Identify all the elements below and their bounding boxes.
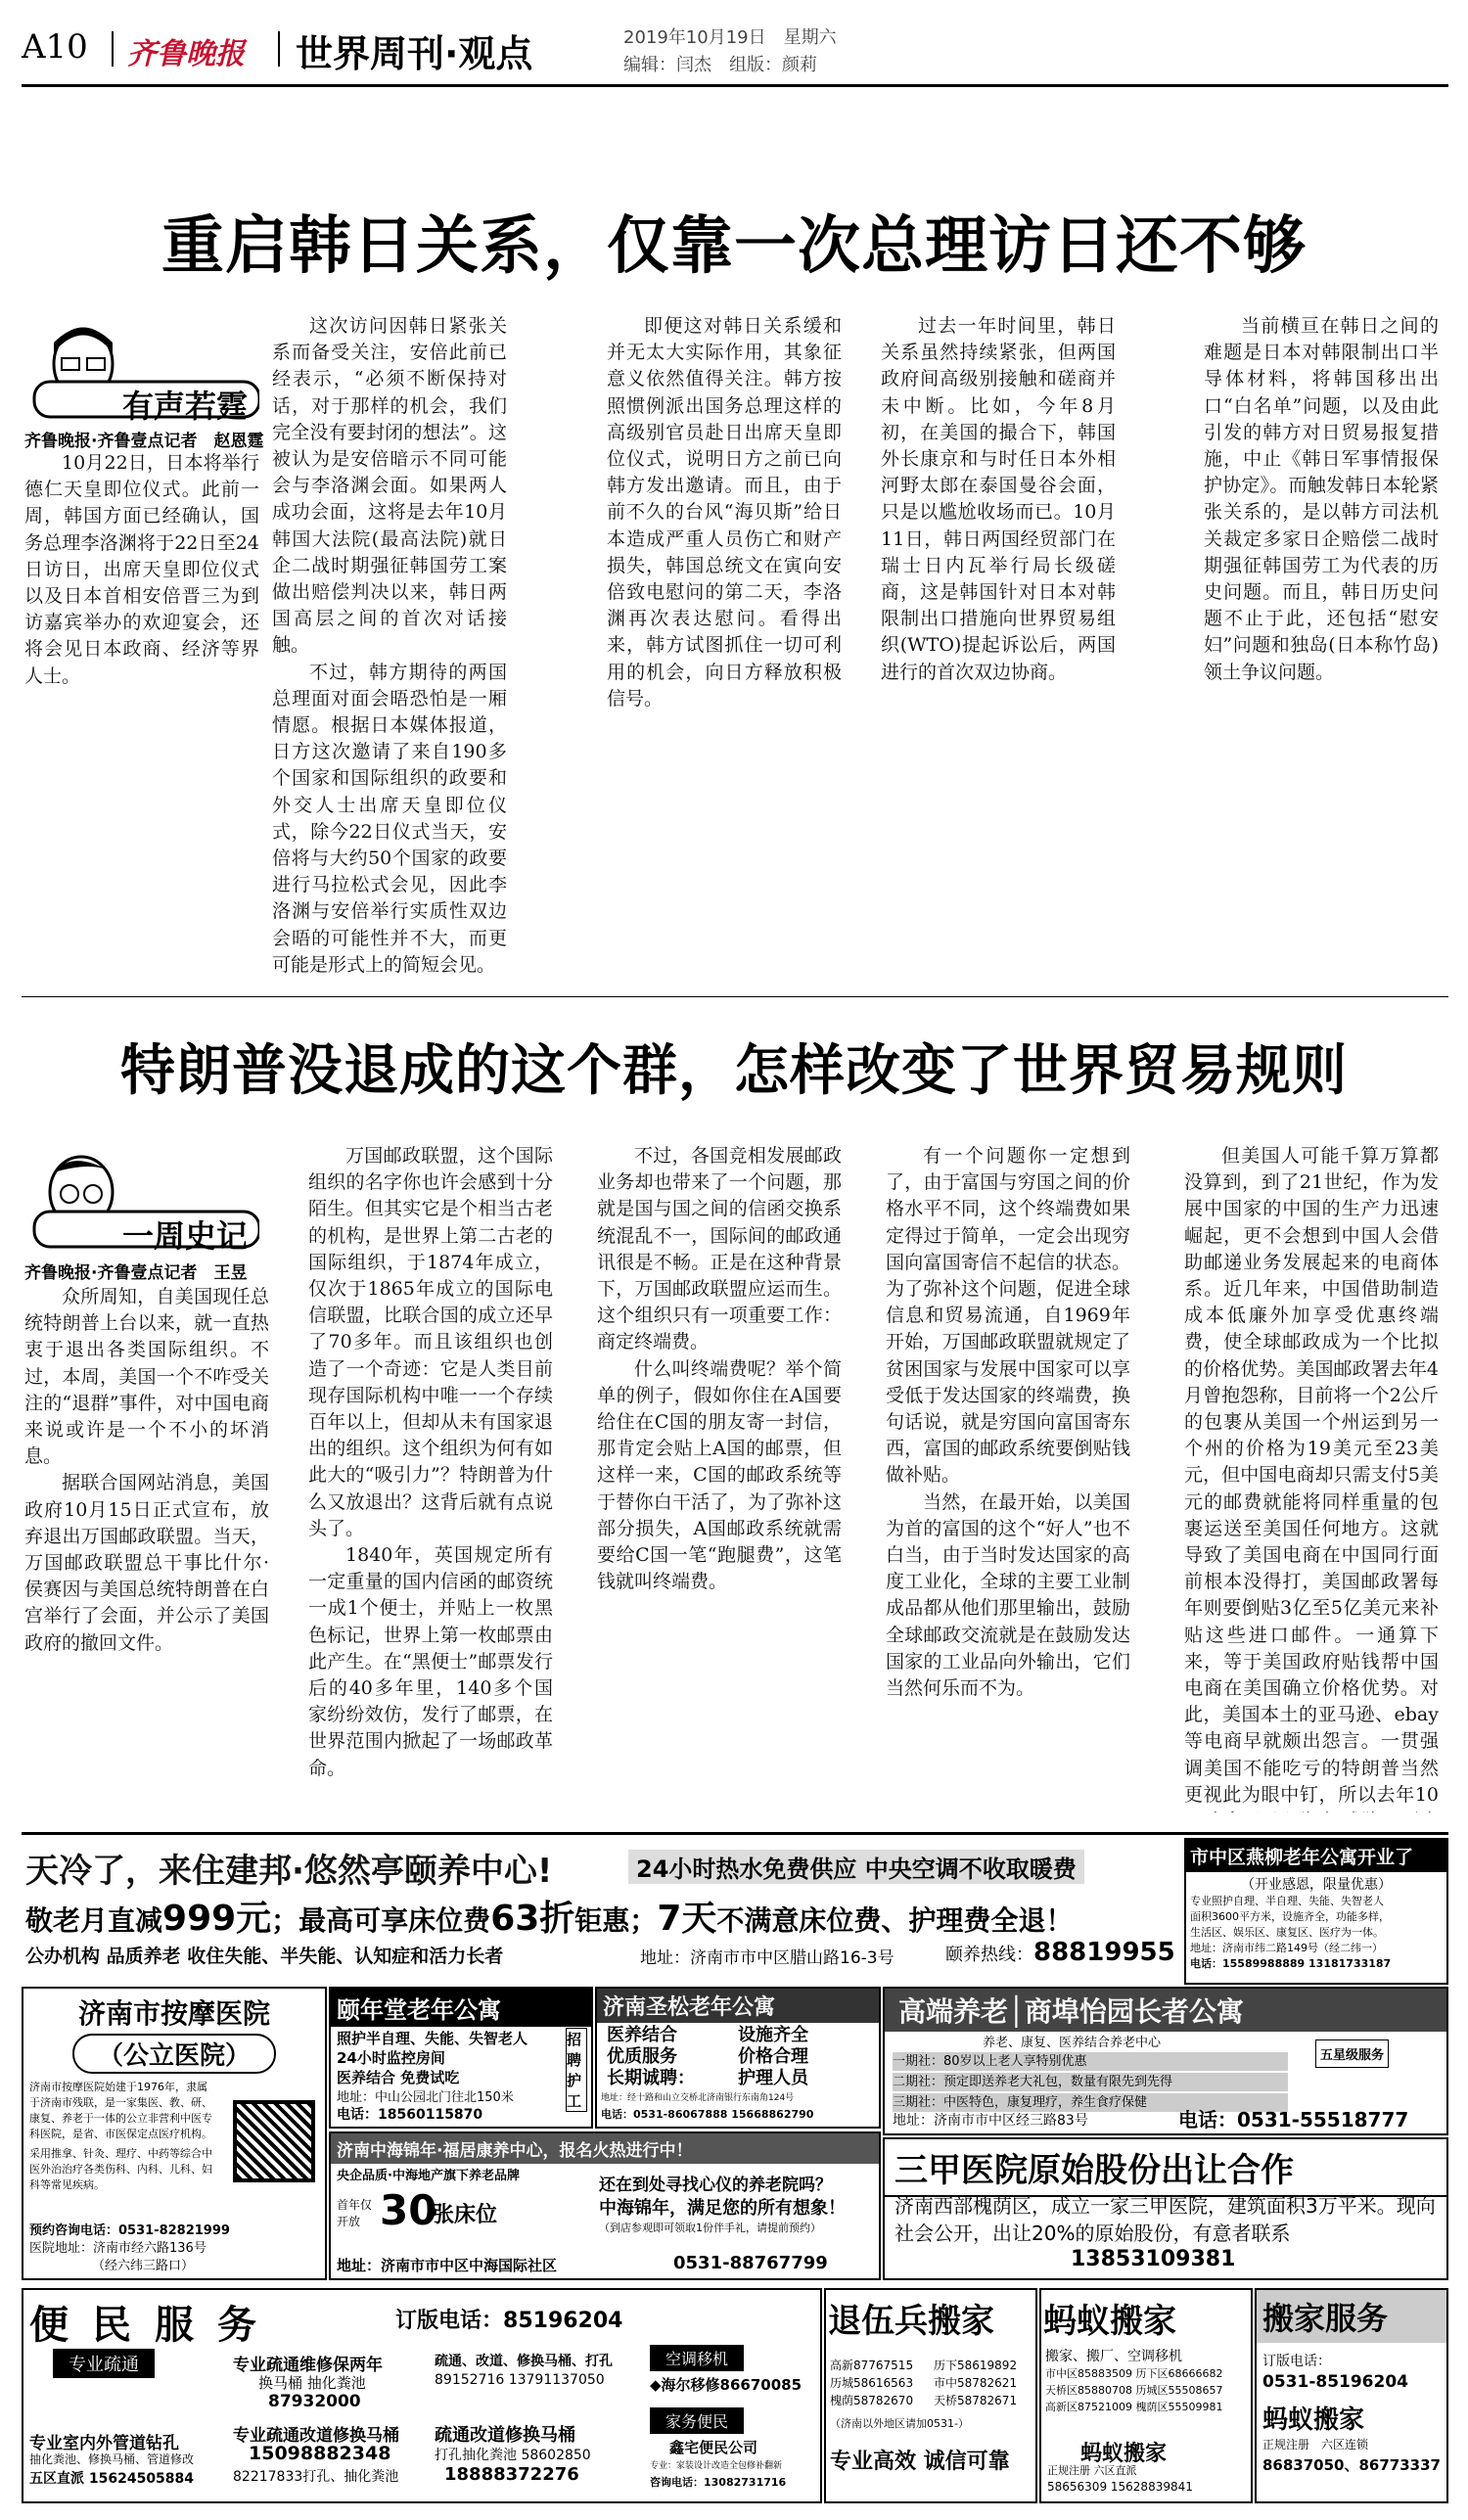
ad-banner: 济南中海锦年·福居康养中心，报名火热进行中！ bbox=[331, 2133, 879, 2164]
page-header bbox=[22, 20, 1450, 78]
ad-line: 照护半自理、失能、失智老人 bbox=[337, 2030, 528, 2047]
ad-body: 济南西部槐荫区，成立一家三甲医院，建筑面积3万平米。现向社会公开，出让20%的原始股份，有意者联系 bbox=[895, 2194, 1436, 2245]
ad-tag: 家务便民 bbox=[650, 2407, 744, 2434]
ad-line: 市中58782621 bbox=[934, 2376, 1018, 2390]
ad-badge: 24小时热水免费供应 中央空调不收取暖费 bbox=[628, 1850, 1084, 1884]
issue-date: 2019年10月19日 星期六 bbox=[623, 27, 837, 48]
newspaper-logo: 齐鲁晚报 bbox=[127, 37, 245, 71]
ad-massage-hospital bbox=[22, 1987, 327, 2280]
ad-headline: 天冷了，来住建邦·悠然亭颐养中心! bbox=[25, 1852, 553, 1891]
ad-item: 89152716 13791137050 bbox=[435, 2372, 605, 2388]
ad-tag: 招聘护工 bbox=[566, 2028, 587, 2112]
ad-address: 地址：中山公园北门往北150米 bbox=[337, 2090, 514, 2105]
article-column bbox=[1204, 313, 1439, 986]
ad-tags: 公办机构 品质养老 收住失能、半失能、认知症和活力长者 bbox=[25, 1946, 504, 1967]
ad-item: 鑫宅便民公司 bbox=[669, 2439, 758, 2456]
article-paragraph: 但美国人可能千算万算都没算到，到了21世纪，作为发展中国家的中国的生产力迅速崛起，更不会想到中国人会借助邮递业务发展起来的电商体系。近几年来，中国借助制造成本低廉外加享受优惠终端费，使全球邮政成为一个比拟的价格优势。美国邮政署去年4月曾抱怨称，目前将一个2公斤的包裹从美国一个州运到另一个州的价格为19美元至23美元，但中国电商却只需支付5美元的邮费就能将同样重量的包裹运送至美国任何地方。这就导致了美国电商在中国同行面前根本没得打，美国邮政署每年则要倒贴3亿至5亿美元来补贴这些进口邮件。一通算下来，等于美国政府贴钱帮中国电商在美国确立价格优势。对此，美国本土的亚马逊、ebay等电商早就颇出怨言。一贯强调美国不能吃亏的特朗普当然更视此为眼中钉，所以去年10 bbox=[1184, 1145, 1439, 1806]
editor-credit: 编辑：闫杰 组版：颜莉 bbox=[623, 55, 817, 75]
article-paragraph: 10月22日，日本将举行德仁天皇即位仪式。此前一周，韩国方面已经确认，国务总理李洛渊将于22日至24日访日，出席天皇即位仪式以及日本首相安倍晋三为到访嘉宾举办的欢迎宴会，还将会见日本政商、经济等界人士。 bbox=[24, 452, 259, 687]
article-column bbox=[1184, 1143, 1439, 1812]
ad-subtitle: （开业感恩，限量优惠） bbox=[1241, 1877, 1392, 1893]
column-logo bbox=[24, 313, 259, 425]
ad-line: 高新87767515 bbox=[830, 2359, 914, 2372]
ad-line: 槐荫58782670 bbox=[830, 2394, 914, 2407]
article-paragraph: 据联合国网站消息，美国政府10月15日正式宣布，放弃退出万国邮政联盟。当天，万国邮政联盟总干事比什尔·侯赛因与美国总统特朗普在白宫举行了会面，并公示了美国政府的撤回文件。 bbox=[24, 1472, 269, 1654]
ad-line: 面积3600平方米，设施齐全，功能多样， bbox=[1190, 1910, 1390, 1923]
ad-question: 还在到处寻找心仪的养老院吗？ bbox=[599, 2176, 832, 2195]
ad-badge: 五星级服务 bbox=[1315, 2039, 1389, 2068]
ad-line: 医养结合 免费试吃 bbox=[337, 2069, 460, 2086]
ad-item: 专业疏通维修保两年 bbox=[233, 2356, 383, 2375]
ad-cell: 医养结合 bbox=[607, 2025, 677, 2045]
article-paragraph: 当前横亘在韩日之间的难题是日本对韩限制出口半导体材料，将韩国移出出口“白名单”问题，以及由此引发的韩方对日贸易报复措施，中止《韩日军事情报保护协定》。而触发韩日本轮紧张关系的，是以韩方司法机关裁定多家日企赔偿二战时期强征韩国劳工为代表的历史问题。而且，韩日历史问题不止于此，还包括“慰安妇”问题和独岛(日本称竹岛)领土争议问题。 bbox=[1204, 315, 1439, 683]
ad-bed-unit: 张床位 bbox=[433, 2203, 498, 2227]
column-name: 有声若霆 bbox=[122, 388, 249, 425]
ad-title: 市中区燕柳老年公寓开业了 bbox=[1186, 1840, 1446, 1872]
ad-note: （到店参观即可领取1份伴手礼，请提前预约） bbox=[599, 2222, 821, 2234]
ad-offer bbox=[25, 1891, 1073, 1941]
article-paragraph: 当然，在最开始，以美国为首的富国的这个“好人”也不白当，由于当时发达国家的高度工业化，全球的主要工业制成品都从他们那里输出，鼓励全球邮政交流就是在鼓励发达国家的工业品向外输出，它们当然何乐而不为。 bbox=[886, 1490, 1130, 1700]
article-column bbox=[308, 1143, 553, 1812]
offer-text: 钜惠； bbox=[574, 1904, 658, 1937]
ad-cell: 优质服务 bbox=[607, 2046, 677, 2067]
ad-brand: 蚂蚁搬家 bbox=[1262, 2405, 1365, 2435]
ad-title: 颐年堂老年公寓 bbox=[331, 1989, 591, 2027]
ad-phone: 0531-85196204 bbox=[1262, 2372, 1408, 2392]
ad-subtitle: 养老、康复、医养结合养老中心 bbox=[983, 2036, 1162, 2050]
ad-phone: 预约咨询电话：0531-82821999 bbox=[29, 2223, 230, 2238]
ad-item: 抽化粪池、修换马桶、管道修改 bbox=[29, 2452, 195, 2466]
ad-item: 87932000 bbox=[268, 2392, 361, 2411]
ad-banjia-service bbox=[1255, 2288, 1448, 2503]
article-column bbox=[24, 1284, 269, 1812]
ad-phone: 电话：18560115870 bbox=[337, 2107, 483, 2123]
article-paragraph: 过去一年时间里，韩日关系虽然持续紧张，但两国政府间高级别接触和磋商并未中断。比如，今年8月初，在美国的撮合下，韩国外长康京和与时任日本外相河野太郎在泰国曼谷会面，只是以尴尬收场而已。10月11日，韩日两国经贸部门在瑞士日内瓦举行局长级磋商，这是韩国针对日本对韩限制出口措施向世界贸易组织(WTO)提起诉讼后，两国进行的首次双边协商。 bbox=[881, 315, 1116, 683]
article1-headline: 重启韩日关系，仅靠一次总理访日还不够 bbox=[161, 210, 1307, 283]
article2-headline: 特朗普没退成的这个群，怎样改变了世界贸易规则 bbox=[120, 1039, 1348, 1103]
article-paragraph: 什么叫终端费呢？举个简单的例子，假如你住在A国要给住在C国的朋友寄一封信，那肯定会贴上A国的邮票，但这样一来，C国的邮政系统等于替你白干活了，为了弥补这部分损失，A国邮政系统就需要给C国一笔“跑腿费”，这笔钱就叫终端费。 bbox=[597, 1357, 842, 1593]
article-column bbox=[272, 313, 507, 986]
ad-line: 天桥区85880708 历城区55508657 bbox=[1045, 2384, 1223, 2397]
ad-title: 搬家服务 bbox=[1257, 2290, 1446, 2343]
ad-subtitle: 搬家、搬厂、空调移机 bbox=[1045, 2349, 1182, 2364]
page-number: A10 bbox=[22, 27, 88, 67]
ad-address: 地址：济南市市中区中海国际社区 bbox=[337, 2257, 558, 2274]
ad-item: 疏通、改道、修换马桶、打孔 bbox=[435, 2354, 613, 2369]
ad-line: 专业照护自理、半自理、失能、失智老人 bbox=[1190, 1895, 1384, 1907]
article-column bbox=[881, 313, 1116, 986]
ad-answer: 中海锦年，满足您的所有想象！ bbox=[599, 2198, 846, 2219]
ad-phone: 0531-88767799 bbox=[673, 2253, 828, 2273]
article-column bbox=[607, 313, 842, 986]
ad-body bbox=[23, 2076, 219, 2197]
ad-line: 天桥58782671 bbox=[934, 2394, 1018, 2407]
offer-text: 不满意床位费、护理费全退！ bbox=[716, 1904, 1074, 1937]
article-paragraph: 众所周知，自美国现任总统特朗普上台以来，就一直热衷于退出各类国际组织。不过，本周，美国一个不咋受关注的“退群”事件，对中国电商来说或许是一个不小的坏消息。 bbox=[24, 1286, 269, 1468]
article-divider bbox=[22, 996, 1448, 997]
article-column bbox=[597, 1143, 842, 1812]
ad-address: 地址：济南市市中区经三路83号 bbox=[893, 2113, 1088, 2129]
divider bbox=[278, 31, 280, 67]
article-column bbox=[886, 1143, 1130, 1812]
ad-line: 历下58619892 bbox=[934, 2359, 1018, 2372]
ad-footer: 专业高效 诚信可靠 bbox=[830, 2450, 1010, 2474]
ad-item: 换马桶 抽化粪池 bbox=[258, 2374, 366, 2392]
header-rule bbox=[22, 84, 1448, 87]
ad-subtitle: （公立医院） bbox=[72, 2034, 276, 2074]
offer-days: 7天 bbox=[657, 1899, 717, 1939]
ad-shengsong bbox=[595, 1987, 881, 2129]
ad-phone bbox=[1178, 2104, 1408, 2132]
ad-mayi-banjia bbox=[1039, 2288, 1253, 2503]
ad-title: 蚂蚁搬家 bbox=[1043, 2302, 1176, 2341]
ad-footer: 蚂蚁搬家 bbox=[1080, 2442, 1168, 2466]
ad-tag: 空调移机 bbox=[650, 2345, 744, 2371]
ad-tag: 专业疏通 bbox=[53, 2349, 155, 2378]
ad-line: 市中区85883509 历下区68666682 bbox=[1045, 2367, 1223, 2380]
ad-line: 生活区、娱乐区、康复区、医疗为一体。 bbox=[1190, 1926, 1384, 1939]
ad-line: 采用推拿、针灸、理疗、中药等综合中医外治治疗各类伤科、内科、儿科、妇科等常见疾病。 bbox=[29, 2147, 212, 2191]
ad-cell: 价格合理 bbox=[738, 2046, 808, 2067]
ad-item: 专业：家装设计改造全包修补翻新 bbox=[650, 2461, 783, 2471]
ad-item: 打孔抽化粪池 58602850 bbox=[435, 2448, 591, 2463]
ad-phone: 86837050、86773337 bbox=[1262, 2456, 1441, 2474]
article-paragraph: 不过，各国竞相发展邮政业务却也带来了一个问题，那就是国与国之间的信函交换系统混乱不一，国际间的邮政通讯很是不畅。正是在这种背景下，万国邮政联盟应运而生。这个组织只有一项重要工作：商定终端费。 bbox=[597, 1145, 842, 1353]
phone-number: 0531-55518777 bbox=[1237, 2108, 1409, 2131]
ad-title: 济南市按摩医院 bbox=[77, 1997, 270, 2030]
ad-line: 二期社：预定即送养老大礼包，数量有限先到先得 bbox=[893, 2073, 1288, 2091]
ad-address: 地址：济南市市中区腊山路16-3号 bbox=[640, 1948, 895, 1968]
hotline-label: 订版电话： bbox=[395, 2309, 504, 2333]
ad-item: 专业疏通改道修换马桶 bbox=[233, 2426, 399, 2446]
ad-address: （经六纬三路口） bbox=[92, 2259, 195, 2273]
ad-bianmin bbox=[22, 2288, 822, 2503]
ad-yanliu bbox=[1184, 1838, 1448, 1985]
offer-number: 999元 bbox=[162, 1899, 272, 1939]
ad-jianbang bbox=[22, 1840, 1178, 1977]
offer-text: ；最高可享床位费 bbox=[271, 1904, 491, 1937]
ad-item: 18888372276 bbox=[444, 2464, 579, 2485]
ad-phone: 13853109381 bbox=[1071, 2247, 1236, 2271]
section-title: 世界周刊·观点 bbox=[296, 32, 533, 75]
ad-line: 历城58616563 bbox=[830, 2376, 914, 2390]
ad-title: 三甲医院原始股份出让合作 bbox=[885, 2139, 1446, 2197]
ad-sanjia bbox=[883, 2137, 1448, 2280]
ad-caption: 央企品质·中海地产旗下养老品牌 bbox=[337, 2169, 520, 2183]
ad-title: 退伍兵搬家 bbox=[828, 2302, 994, 2341]
qr-code-icon bbox=[233, 2100, 315, 2182]
ad-address: 地址：经十路和山立交桥北济南银行东南角124号 bbox=[601, 2093, 795, 2103]
ad-hotline bbox=[395, 2304, 622, 2334]
ad-yinian bbox=[329, 1987, 593, 2129]
article1-byline: 齐鲁晚报·齐鲁壹点记者 赵恩霆 bbox=[24, 432, 264, 451]
article-paragraph: 万国邮政联盟，这个国际组织的名字你也许会感到十分陌生。但其实它是个相当古老的机构，是世界上第二古老的国际组织，于1874年成立，仅次于1865年成立的国际电信联盟，比联合国的成立还早了70多年。而且该组织也创造了一个奇迹：它是人类目前现存国际机构中唯一一个存续百年以上，但却从未有国家退出的组织。这个组织为何有如此大的“吸引力”？特朗普为什么又放退出？这背后就有点说头了。 bbox=[308, 1145, 553, 1539]
divider bbox=[112, 31, 114, 67]
offer-text: 敬老月直减 bbox=[25, 1904, 163, 1937]
ad-brand: 正规注册 六区连锁 bbox=[1262, 2438, 1369, 2451]
phone-label: 电话： bbox=[1178, 2108, 1237, 2131]
ad-item: 疏通改道修换马桶 bbox=[435, 2425, 575, 2446]
article2-byline: 齐鲁晚报·齐鲁壹点记者 王昱 bbox=[24, 1263, 248, 1283]
article-paragraph: 1840年，英国规定所有一定重量的国内信函的邮资统一成1个便士，并贴上一枚黑色标记，世界上第一枚邮票由此产生。在“黑便士”邮票发行后的40多年里，140多个国家纷纷效仿，发行了邮票，在世界范围内掀起了一场邮政革命。 bbox=[308, 1544, 553, 1779]
ad-address: 医院地址：济南市经六路136号 bbox=[29, 2241, 206, 2256]
ad-line: 三期社：中医特色，康复理疗，养生食疗保健 bbox=[893, 2093, 1288, 2112]
article-paragraph: 这次访问因韩日紧张关系而备受关注，安倍此前已经表示，“必须不断保持对话，对于那样的机会，我们完全没有要封闭的想法”。这被认为是安倍暗示不同可能会与李洛渊会面。如果两人成功会面，这将是去年10月韩国大法院(最高法院)就日企二战时期强征韩国劳工案做出赔偿判决以来，韩日两国高层之间的首次对话接触。 bbox=[272, 315, 507, 657]
article-paragraph: 即便这对韩日关系缓和并无太大实际作用，其象征意义依然值得关注。韩方按照惯例派出国务总理这样的高级别官员赴日出席天皇即位仪式，说明日方之前已向韩方发出邀请。而且，由于前不久的台风“海贝斯”给日本造成严重人员伤亡和财产损失，韩国总统文在寅向安倍致电慰问的第二天，李洛渊再次表达慰问。看得出来，韩方试图抓住一切可利用的机会，向日方释放积极信号。 bbox=[607, 315, 842, 710]
ad-tuiwu-banjia bbox=[824, 2288, 1037, 2503]
hotline-number: 88819955 bbox=[1033, 1938, 1175, 1967]
ad-line: 24小时监控房间 bbox=[337, 2049, 445, 2067]
ad-item: 专业室内外管道钻孔 bbox=[29, 2434, 179, 2453]
ad-shangfu bbox=[883, 1987, 1448, 2135]
ad-title: 济南圣松老年公寓 bbox=[597, 1989, 879, 2023]
ad-cell: 设施齐全 bbox=[738, 2025, 808, 2045]
ad-cell: 长期诚聘： bbox=[607, 2068, 695, 2088]
ad-section-rule bbox=[22, 1832, 1448, 1835]
offer-discount: 63折 bbox=[490, 1899, 575, 1939]
hotline-number: 85196204 bbox=[503, 2309, 623, 2333]
ad-item: 82217833打孔、抽化粪池 bbox=[233, 2469, 399, 2485]
ad-line: 电话：15589988889 13181733187 bbox=[1190, 1957, 1392, 1970]
ad-line: 一期社：80岁以上老人享特别优惠 bbox=[893, 2052, 1288, 2071]
ad-footer: 58656309 15628839841 bbox=[1047, 2480, 1193, 2494]
ad-cell: 护理人员 bbox=[738, 2068, 808, 2088]
article-paragraph: 有一个问题你一定想到了，由于富国与穷国之间的价格水平不同，这个终端费如果定得过于简单，一定会出现穷国向富国寄信不起信的状态。为了弥补这个问题，促进全球信息和贸易流通，自1969年开始，万国邮政联盟就规定了贫困国家与发展中国家可以享受低于发达国家的终端费，换句话说，就是穷国向富国寄东西，富国的邮政系统要倒贴钱做补贴。 bbox=[886, 1145, 1130, 1487]
ad-line: 济南市按摩医院始建于1976年，隶属于济南市残联，是一家集医、教、研、康复、养老于一体的公立非营利中医专科医院，是省、市医保定点医疗机构。 bbox=[29, 2081, 212, 2140]
ad-item: 五区直派 15624505884 bbox=[29, 2471, 195, 2487]
ad-title: 高端养老│商埠怡园长者公寓 bbox=[885, 1989, 1446, 2032]
ad-label: 订版电话： bbox=[1262, 2354, 1331, 2369]
ad-note: （济南以外地区请加0531-） bbox=[830, 2417, 969, 2430]
ad-line: 地址：济南市纬二路149号（经二纬一） bbox=[1190, 1942, 1383, 1954]
column-logo bbox=[24, 1143, 259, 1255]
ad-bed-prefix: 首年仅开放 bbox=[337, 2198, 373, 2228]
article-paragraph: 不过，韩方期待的两国总理面对面会晤恐怕是一厢情愿。根据日本媒体报道，日方这次邀请了来自190多个国家和国际组织的政要和外交人士出席天皇即位仪式，除今22日仪式当天，安倍将与大约50个国家的政要进行马拉松式会见，因此李洛渊与安倍举行实质性双边会晤的可能性并不大，而更可能是形式上的简短会见。 bbox=[272, 661, 507, 976]
ad-body bbox=[1186, 1894, 1446, 1972]
ad-hotline bbox=[945, 1938, 1175, 1967]
article-column bbox=[24, 450, 259, 986]
ad-title: 便民服务 bbox=[29, 2303, 280, 2348]
hotline-label: 颐养热线： bbox=[945, 1945, 1033, 1965]
ad-phone: 电话：0531-86067888 15668862790 bbox=[601, 2108, 814, 2121]
ad-bed-count: 30 bbox=[380, 2186, 437, 2234]
ad-zhonghai bbox=[329, 2131, 881, 2280]
ad-item: ◆海尔移修86670085 bbox=[650, 2376, 803, 2394]
ad-line: 高新区87521009 槐荫区55509981 bbox=[1045, 2401, 1223, 2413]
ad-footer: 正规注册 六区直派 bbox=[1047, 2464, 1137, 2477]
column-name: 一周史记 bbox=[122, 1217, 249, 1255]
ad-item: 咨询电话：13082731716 bbox=[650, 2476, 787, 2489]
ad-item: 15098882348 bbox=[249, 2443, 391, 2464]
